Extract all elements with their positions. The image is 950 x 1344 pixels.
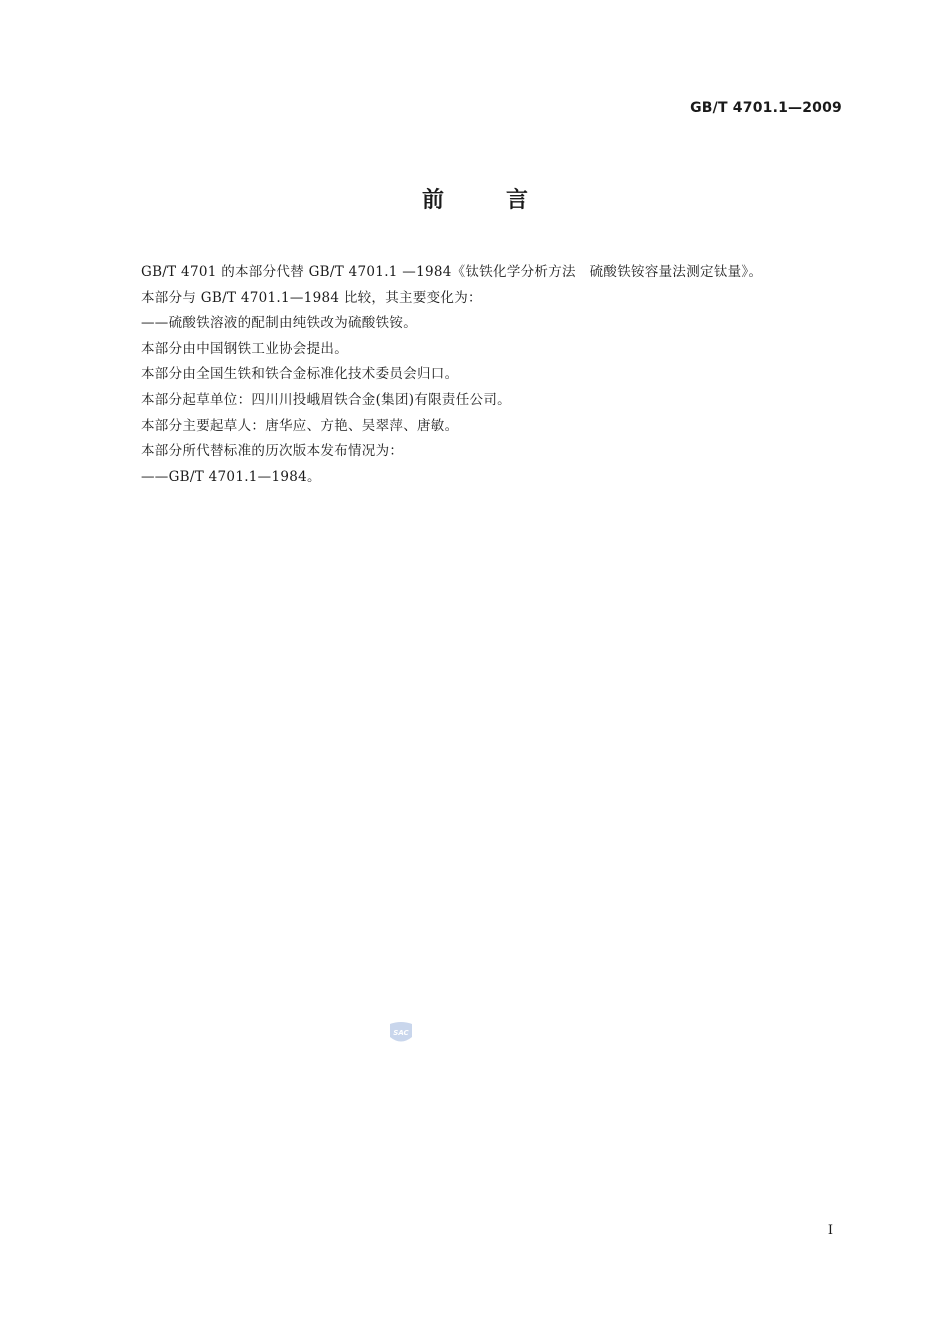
- paragraph-proposer: 本部分由中国钢铁工业协会提出。: [141, 340, 348, 357]
- paragraph-history-item: ——GB/T 4701.1—1984。: [141, 468, 321, 485]
- page-number: I: [827, 1223, 833, 1238]
- paragraph-change-item: ——硫酸铁溶液的配制由纯铁改为硫酸铁铵。: [141, 315, 417, 332]
- paragraph-committee: 本部分由全国生铁和铁合金标准化技术委员会归口。: [141, 366, 459, 383]
- preface-body: [141, 260, 861, 490]
- page-title: 前言: [421, 188, 590, 213]
- paragraph-history-intro: 本部分所代替标准的历次版本发布情况为：: [141, 443, 404, 460]
- svg-text:SAC: SAC: [393, 1029, 409, 1037]
- sac-watermark-logo: [388, 1021, 414, 1044]
- paragraph-drafters: 本部分主要起草人：唐华应、方艳、吴翠萍、唐敏。: [141, 417, 459, 434]
- paragraph-replacement: GB/T 4701 的本部分代替 GB/T 4701.1 —1984《钛铁化学分析方法 硫酸铁铵容量法测定钛量》。: [141, 264, 763, 280]
- paragraph-drafting-unit: 本部分起草单位：四川川投峨眉铁合金(集团)有限责任公司。: [141, 391, 511, 408]
- standard-number: GB/T 4701.1—2009: [690, 100, 842, 116]
- paragraph-comparison: 本部分与 GB/T 4701.1—1984 比较，其主要变化为：: [141, 289, 482, 306]
